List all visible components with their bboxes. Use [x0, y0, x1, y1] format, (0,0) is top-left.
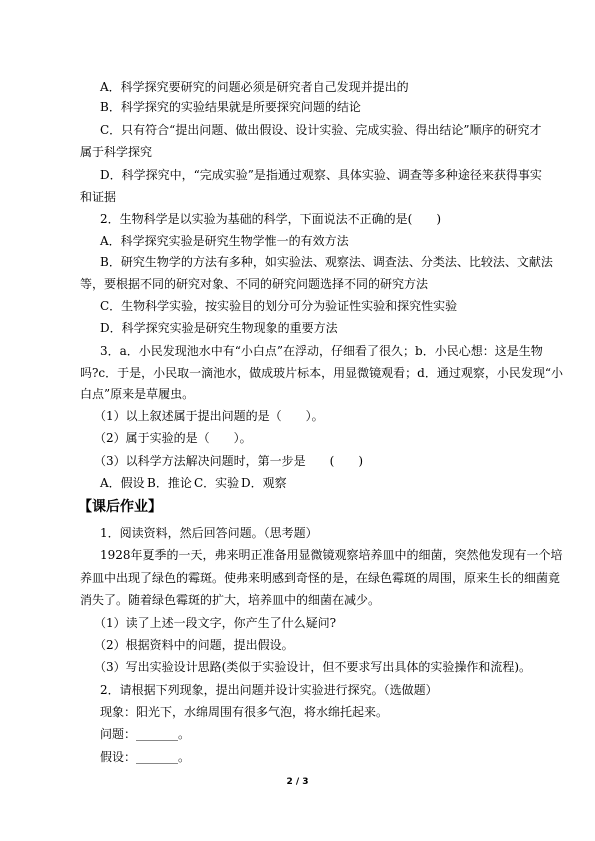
- homework-q1-passage: 消失了。随着绿色霉斑的扩大，培养皿中的细菌在减少。: [80, 593, 381, 607]
- q3-sub-question-2: （2）属于实验的是（ ）。: [94, 431, 252, 445]
- q1-option-d-continuation: 和证据: [80, 190, 117, 204]
- homework-q1-sub-question-1: （1）读了上述一段文字，你产生了什么疑问?: [94, 616, 337, 630]
- q2-option-a: A．科学探究实验是研究生物学惟一的有效方法: [100, 234, 349, 248]
- homework-q2-hypothesis-blank: 假设：_______。: [100, 750, 191, 764]
- choice-b: B．推论: [147, 476, 192, 490]
- q3-stem-continuation: 吗?c．于是，小民取一滴池水，做成玻片标本，用显微镜观看；d．通过观察，小民发现“小: [80, 366, 563, 380]
- homework-q1-passage: 养皿中出现了绿色的霉斑。使弗来明感到奇怪的是，在绿色霉斑的周围，原来生长的细菌竟: [80, 571, 561, 585]
- page-number: 2 / 3: [286, 777, 309, 787]
- homework-q2-stem: 2．请根据下列现象，提出问题并设计实验进行探究。（选做题）: [100, 683, 438, 697]
- choice-c: C．实验: [194, 476, 240, 490]
- q1-option-b: B．科学探究的实验结果就是所要探究问题的结论: [100, 100, 361, 114]
- homework-q1-sub-question-3: （3）写出实验设计思路(类似于实验设计，但不要求写出具体的实验操作和流程)。: [94, 660, 532, 674]
- homework-q1-sub-question-2: （2）根据资料中的问题，提出假设。: [94, 638, 294, 652]
- q3-sub-question-3: （3）以科学方法解决问题时，第一步是 ( ): [94, 454, 363, 468]
- choice-d: D．观察: [241, 476, 287, 490]
- q3-stem: 3．a．小民发现池水中有“小白点”在浮动，仔细看了很久；b．小民心想：这是生物: [100, 344, 543, 358]
- homework-q2-phenomenon: 现象：阳光下，水绵周围有很多气泡，将水绵托起来。: [100, 705, 389, 719]
- q2-stem: 2．生物科学是以实验为基础的科学，下面说法不正确的是( ): [100, 212, 442, 226]
- q3-choices: [100, 475, 288, 491]
- q1-option-c: C．只有符合“提出问题、做出假设、设计实验、完成实验、得出结论”顺序的研究才: [100, 123, 542, 137]
- q1-option-d: D．科学探究中，“完成实验”是指通过观察、具体实验、调查等多种途径来获得事实: [100, 168, 542, 182]
- q2-option-c: C．生物科学实验，按实验目的划分可分为验证性实验和探究性实验: [100, 299, 458, 313]
- homework-q2-question-blank: 问题：_______。: [100, 727, 191, 741]
- q1-option-c-continuation: 属于科学探究: [80, 145, 153, 159]
- homework-q1-stem: 1．阅读资料，然后回答问题。（思考题）: [100, 526, 318, 540]
- q1-option-a: A．科学探究要研究的问题必须是研究者自己发现并提出的: [100, 80, 409, 94]
- q2-option-b-continuation: 等，要根据不同的研究对象、不同的研究问题选择不同的研究方法: [80, 277, 429, 291]
- homework-q1-passage: 1928年夏季的一天，弗来明正准备用显微镜观察培养皿中的细菌，突然他发现有一个培: [100, 548, 563, 562]
- homework-heading: 【课后作业】: [78, 499, 162, 515]
- choice-a: A．假设: [100, 476, 145, 490]
- q3-sub-question-1: （1）以上叙述属于提出问题的是（ ）。: [94, 409, 324, 423]
- q3-stem-continuation: 白点”原来是草履虫。: [80, 387, 195, 401]
- q2-option-d: D．科学探究实验是研究生物现象的重要方法: [100, 321, 338, 335]
- q2-option-b: B．研究生物学的方法有多种，如实验法、观察法、调查法、分类法、比较法、文献法: [100, 255, 553, 269]
